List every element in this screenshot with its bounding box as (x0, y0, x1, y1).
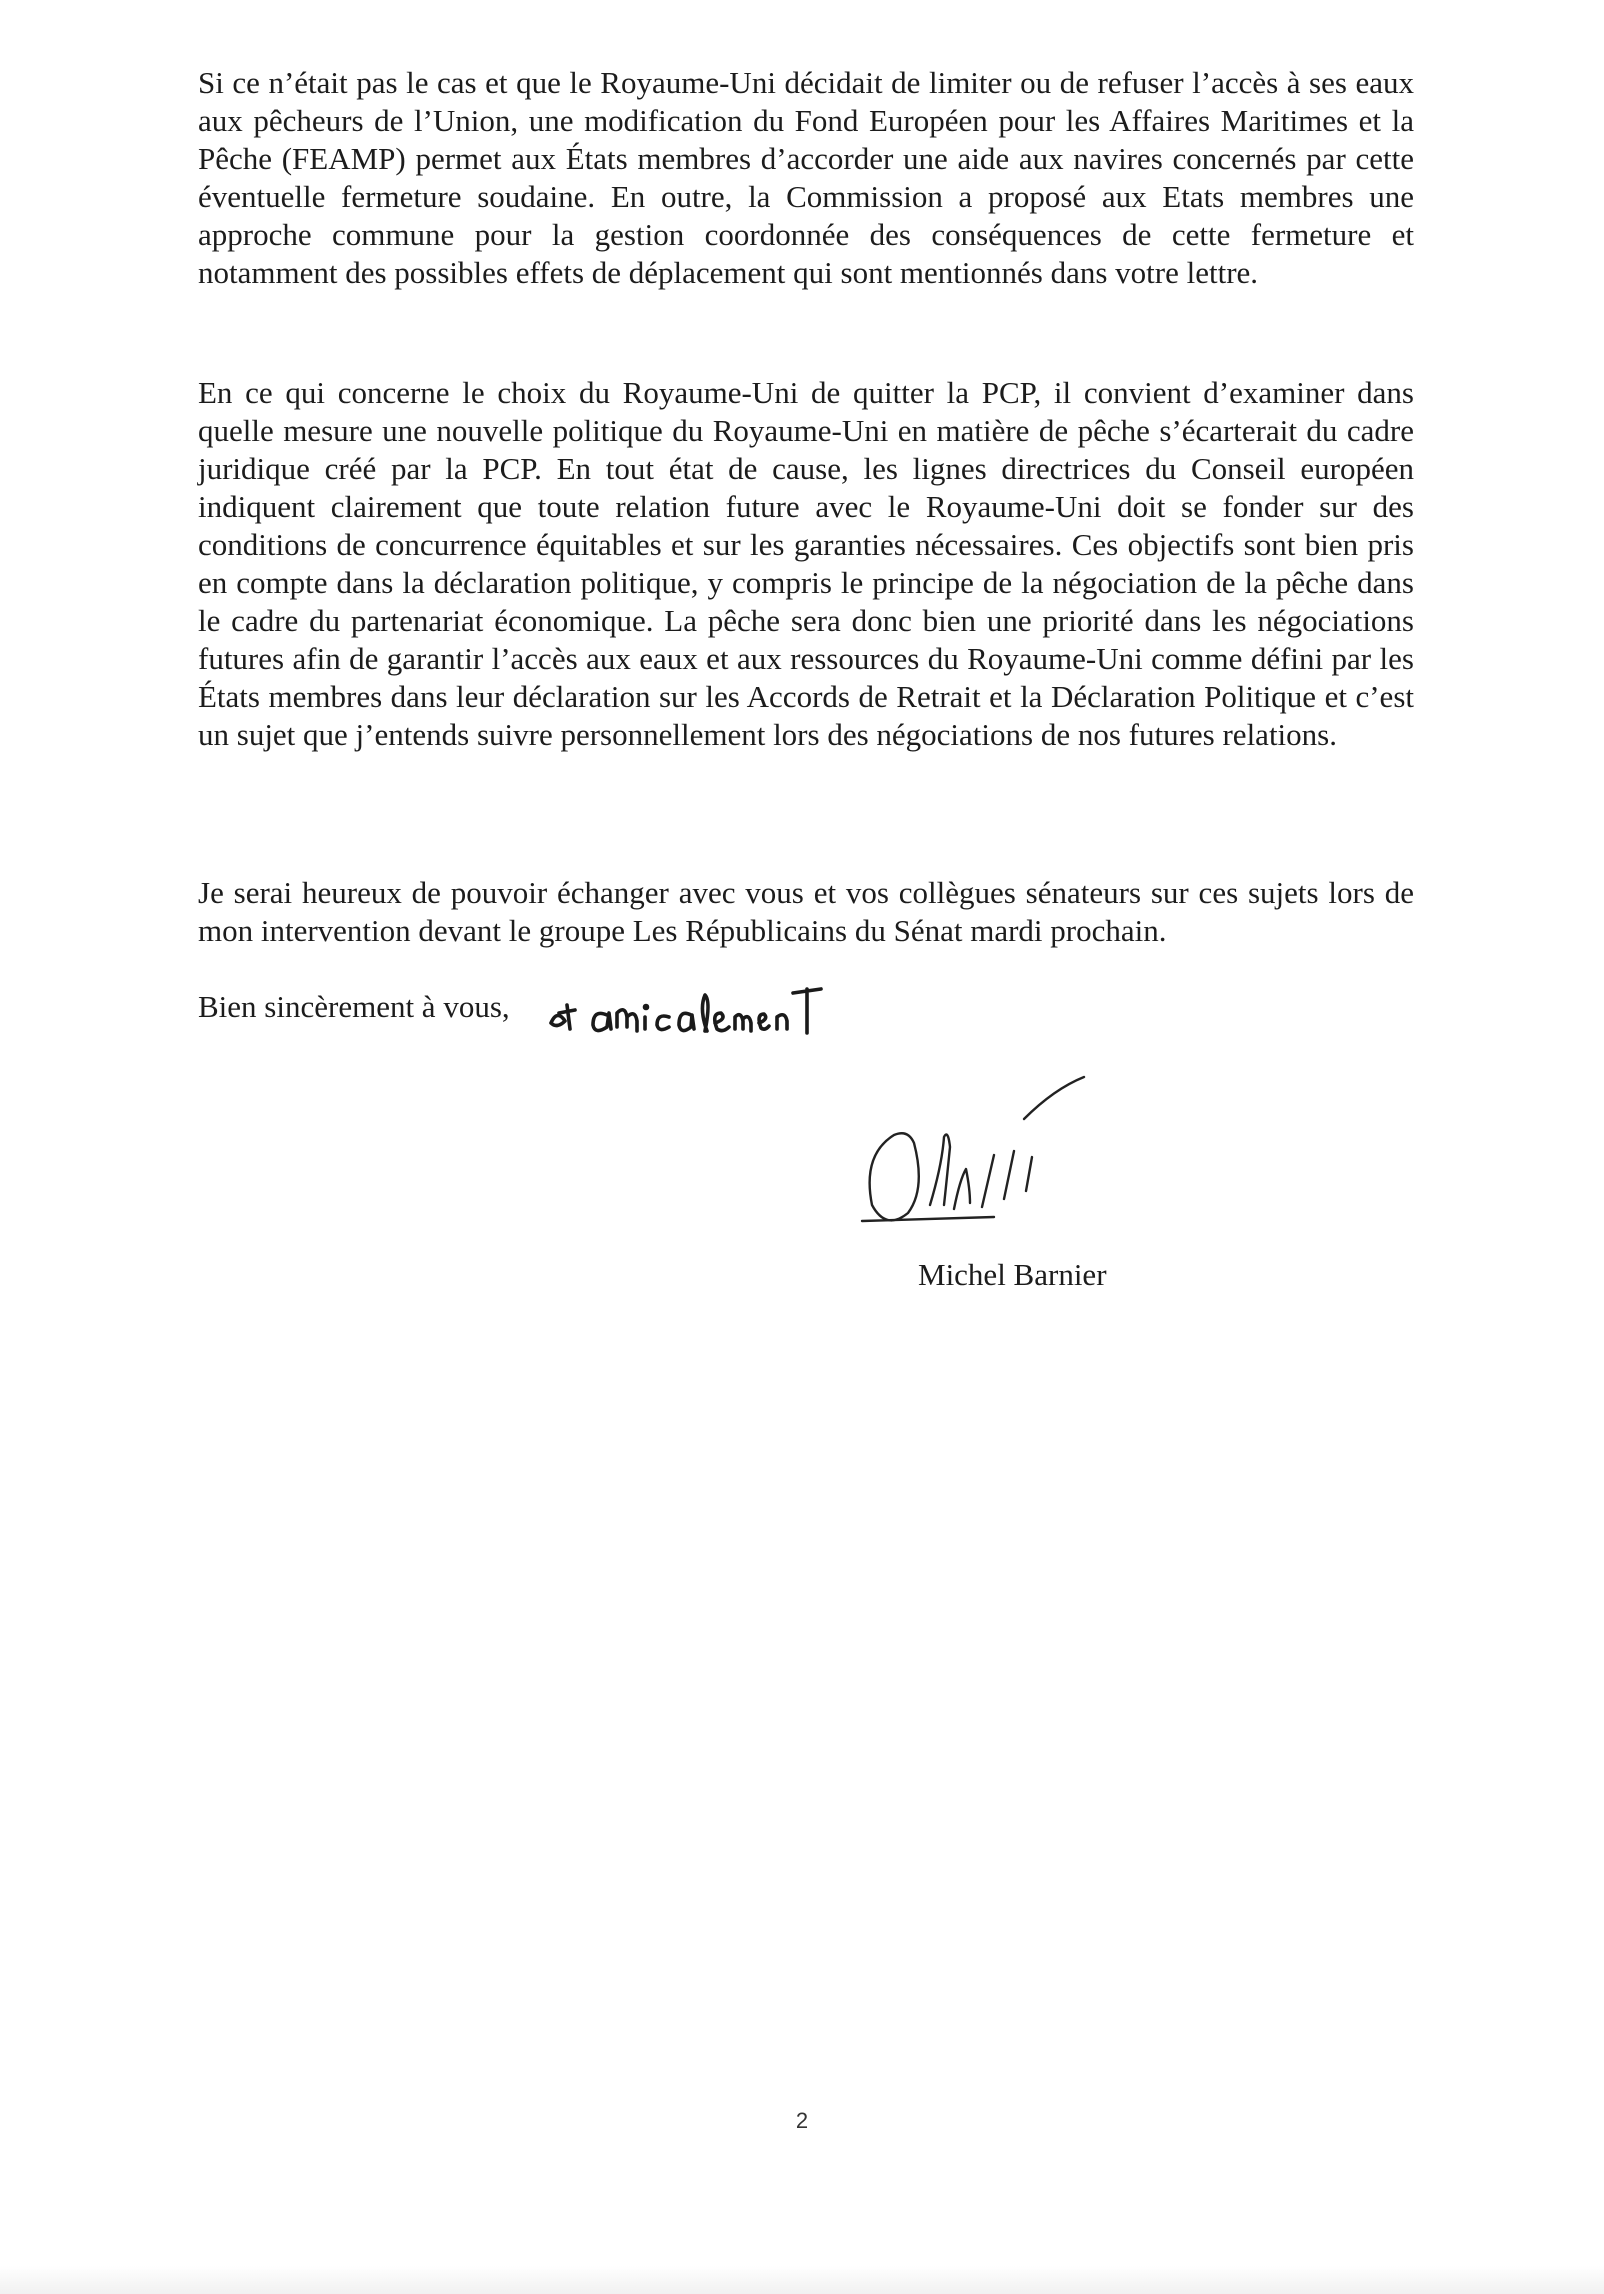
body-paragraph-3: Je serai heureux de pouvoir échanger avec vous et vos collègues sénateurs sur ces sujets lors de mon intervention devant le groupe Les Républicains du Sénat mardi prochain. (198, 875, 1414, 948)
page-number: 2 (795, 2108, 809, 2133)
handwritten-closing-icon (545, 975, 865, 1055)
signature-icon (850, 1065, 1140, 1240)
closing-formula: Bien sincèrement à vous, (198, 989, 510, 1024)
body-paragraph-1: Si ce n’était pas le cas et que le Royaume-Uni décidait de limiter ou de refuser l’accès à ses eaux aux pêcheurs de l’Union, une modification du Fond Européen pour les Affaires Maritimes et la Pêche (FEAMP) permet aux États membres d’accorder une aide aux navires concernés par cette éventuelle fermeture soudaine. En outre, la Commission a proposé aux Etats membres une approche commune pour la gestion coordonnée des conséquences de cette fermeture et notamment des possibles effets de déplacement qui sont mentionnés dans votre lettre. (198, 65, 1414, 290)
signatory-name: Michel Barnier (918, 1257, 1107, 1292)
page-bottom-edge (0, 2266, 1604, 2294)
body-paragraph-2: En ce qui concerne le choix du Royaume-Uni de quitter la PCP, il convient d’examiner dans quelle mesure une nouvelle politique du Royaume-Uni en matière de pêche s’écarterait du cadre juridique créé par la PCP. En tout état de cause, les lignes directrices du Conseil européen indiquent clairement que toute relation future avec le Royaume-Uni doit se fonder sur des conditions de concurrence équitables et sur les garanties nécessaires. Ces objectifs sont bien pris en compte dans la déclaration politique, y compris le principe de la négociation de la pêche dans le cadre du partenariat économique. La pêche sera donc bien une priorité dans les négociations futures afin de garantir l’accès aux eaux et aux ressources du Royaume-Uni comme défini par les États membres dans leur déclaration sur les Accords de Retrait et la Déclaration Politique et c’est un sujet que j’entends suivre personnellement lors des négociations de nos futures relations. (198, 375, 1414, 752)
